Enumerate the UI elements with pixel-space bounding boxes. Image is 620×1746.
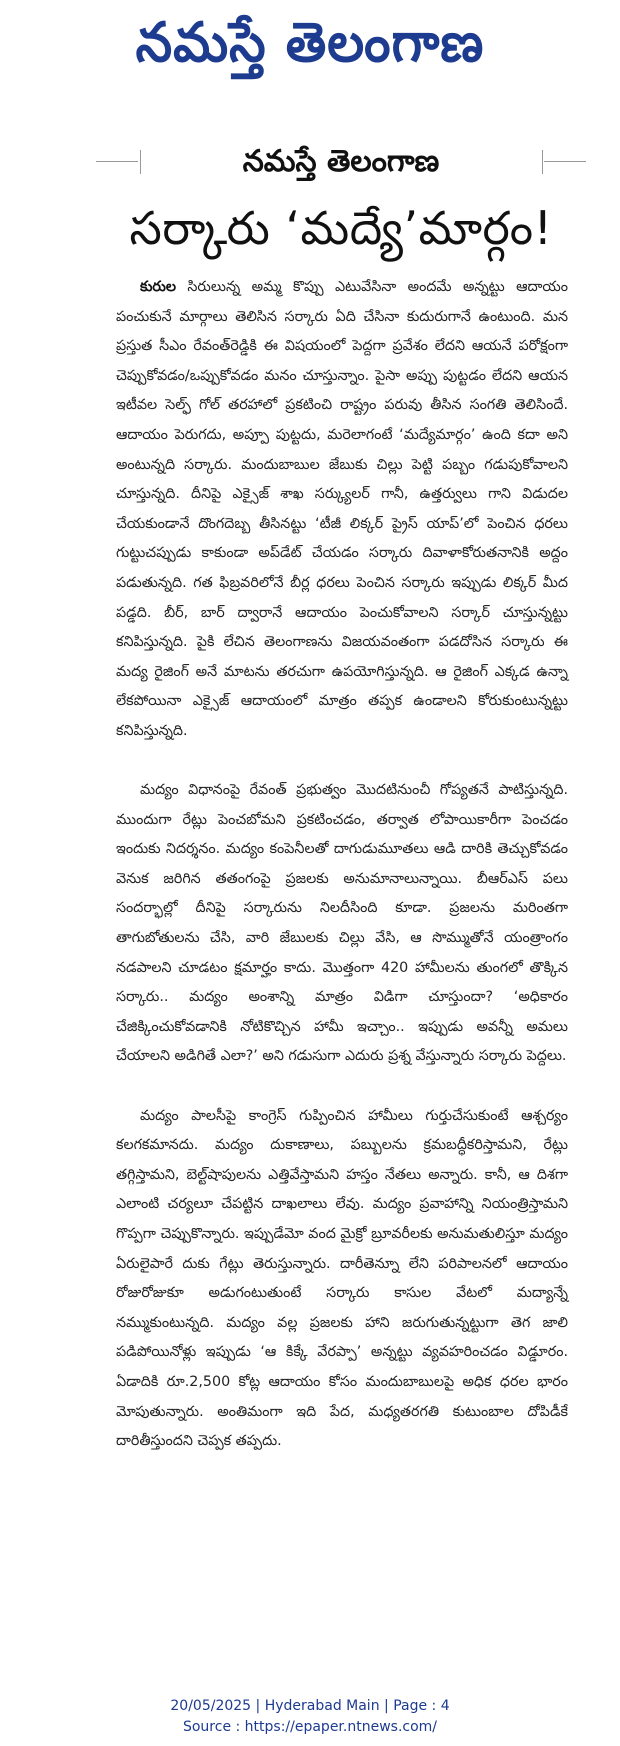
left-divider xyxy=(96,161,138,162)
source-line: Source : https://epaper.ntnews.com/ xyxy=(182,1719,438,1735)
right-divider-tick xyxy=(542,150,543,174)
right-divider xyxy=(544,161,586,162)
article-headline: సర్కారు ‘మద్యే’మార్గం! xyxy=(129,201,553,255)
dateline: 20/05/2025 | Hyderabad Main | Page : 4 xyxy=(170,1698,450,1714)
column-title-row xyxy=(96,140,586,184)
article-paragraph-2: మద్యం విధానంపై రేవంత్ ప్రభుత్వం మొదటినుంచీ గోప్యతనే పాటిస్తున్నది. ముందుగా రేట్లు పెంచబోమని ప్రకటించడం, తర్వాత లోపాయికారీగా పెంచడం ఇందుకు నిదర్శనం. మద్యం కంపెనీలతో దాగుడుమూతలు ఆడి దారికి తెచ్చుకోవడం వెనుక జరిగిన తతంగంపై ప్రజలకు అనుమానాలున్నాయి. బీఆర్‌ఎస్ పలు సందర్భాల్లో దీనిపై సర్కారును నిలదీసింది కూడా. ప్రజలను మరింతగా తాగుబోతులను చేసి, వారి జేబులకు చిల్లు వేసి, ఆ సొమ్ముతోనే యంత్రాంగం నడపాలని చూడటం క్షమార్హం కాదు. మొత్తంగా 420 హామీలను తుంగలో తొక్కిన సర్కారు.. మద్యం అంశాన్ని మాత్రం విడిగా చూస్తుందా? ‘అధికారం చేజిక్కించుకోవడానికి నోటికొచ్చిన హామీ ఇచ్చాం.. ఇప్పుడు అవన్నీ అమలు చేయాలని అడిగితే ఎలా?’ అని గడుసుగా ఎదురు ప్రశ్న వేస్తున్నారు సర్కారు పెద్దలు. xyxy=(116,782,568,1065)
article-clipping xyxy=(96,140,586,1650)
left-divider-tick xyxy=(140,150,141,174)
column-title: నమస్తే తెలంగాణ xyxy=(242,144,440,179)
newspaper-masthead: నమస్తే తెలంగాణ xyxy=(135,10,485,75)
lead-word: కురుల xyxy=(140,279,176,295)
article-body xyxy=(116,273,568,1486)
article-paragraph-3: మద్యం పాలసీపై కాంగ్రెస్ గుప్పించిన హామీలు గుర్తుచేసుకుంటే ఆశ్చర్యం కలగకమానదు. మద్యం దుకాణాలు, పబ్బులను క్రమబద్ధీకరిస్తామని, రేట్లు తగ్గిస్తామని, బెల్ట్‌షాపులను ఎత్తివేస్తామని హస్తం నేతలు అన్నారు. కానీ, ఆ దిశగా ఎలాంటి చర్యలూ చేపట్టిన దాఖలాలు లేవు. మద్యం ప్రవాహాన్ని నియంత్రిస్తామని గొప్పగా చెప్పుకొన్నారు. ఇప్పుడేమో వంద మైక్రో బ్రూవరీలకు అనుమతులిస్తూ మద్యం ఏరులైపారే దుకు గేట్లు తెరుస్తున్నారు. దారీతెన్నూ లేని పరిపాలనలో ఆదాయం రోజురోజుకూ అడుగంటుతుంటే సర్కారు కాసుల వేటలో మద్యాన్నే నమ్ముకుంటున్నది. మద్యం వల్ల ప్రజలకు హాని జరుగుతున్నట్టుగా తెగ జాలి పడిపోయినోళ్లు ఇప్పుడు ‘ఆ కిక్కే వేరప్పా’ అన్నట్టు వ్యవహరించడం విడ్డూరం. ఏడాదికి రూ.2,500 కోట్ల ఆదాయం కోసం మందుబాబులపై అధిక ధరల భారం మోపుతున్నారు. అంతిమంగా ఇది పేద, మధ్యతరగతి కుటుంబాల దోపిడీకే దారితీస్తుందని చెప్పక తప్పదు. xyxy=(116,1107,568,1450)
paragraph-1-text: సిరులున్న అమ్మ కొప్పు ఎటువేసినా అందమే అన్నట్టు ఆదాయం పంచుకునే మార్గాలు తెలిసిన సర్కారు ఏది చేసినా కుదురుగానే ఉంటుంది. మన ప్రస్తుత సీఎం రేవంత్‌రెడ్డికి ఈ విషయంలో పెద్దగా ప్రవేశం లేదని ఆయనే పరోక్షంగా చెప్పుకోవడం/ఒప్పుకోవడం మనం చూస్తున్నాం. పైసా అప్పు పుట్టడం లేదని ఆయన ఇటీవల సెల్ఫ్ గోల్ తరహాలో ప్రకటించి రాష్ట్రం పరువు తీసిన సంగతి తెలిసిందే. ఆదాయం పెరుగదు, అప్పూ పుట్టదు, మరెలాగంటే ‘మద్యేమార్గం’ ఉంది కదా అని అంటున్నది సర్కారు. మందుబాబుల జేబుకు చిల్లు పెట్టి పబ్బం గడుపుకోవాలని చూస్తున్నది. దీనిపై ఎక్సైజ్ శాఖ సర్క్యులర్ గానీ, ఉత్తర్వులు గాని విడుదల చేయకుండానే దొంగదెబ్బ తీసినట్టు ‘టీజీ లిక్కర్ ప్రైస్ యాప్’లో పెంచిన ధరలు గుట్టుచప్పుడు కాకుండా అప్‌డేట్ చేయడం సర్కారు దివాళాకోరుతనానికి అద్దం పడుతున్నది. గత ఫిబ్రవరిలోనే బీర్ల ధరలు పెంచిన సర్కారు ఇప్పుడు లిక్కర్ మీద పడ్డది. బీర్, బార్ ద్వారానే ఆదాయం పెంచుకోవాలని సర్కార్ చూస్తున్నట్టు కనిపిస్తున్నది. పైకి లేచిన తెలంగాణను విజయవంతంగా పడదోసిన సర్కారు ఈ మద్య రైజింగ్ అనే మాటను తరచుగా ఉపయోగిస్తున్నది. ఆ రైజింగ్ ఎక్కడ ఉన్నా లేకపోయినా ఎక్సైజ్ ఆదాయంలో మాత్రం తప్పక ఉండాలని కోరుకుంటున్నట్టు కనిపిస్తున్నది. xyxy=(116,279,569,739)
article-paragraph-1 xyxy=(116,273,568,747)
